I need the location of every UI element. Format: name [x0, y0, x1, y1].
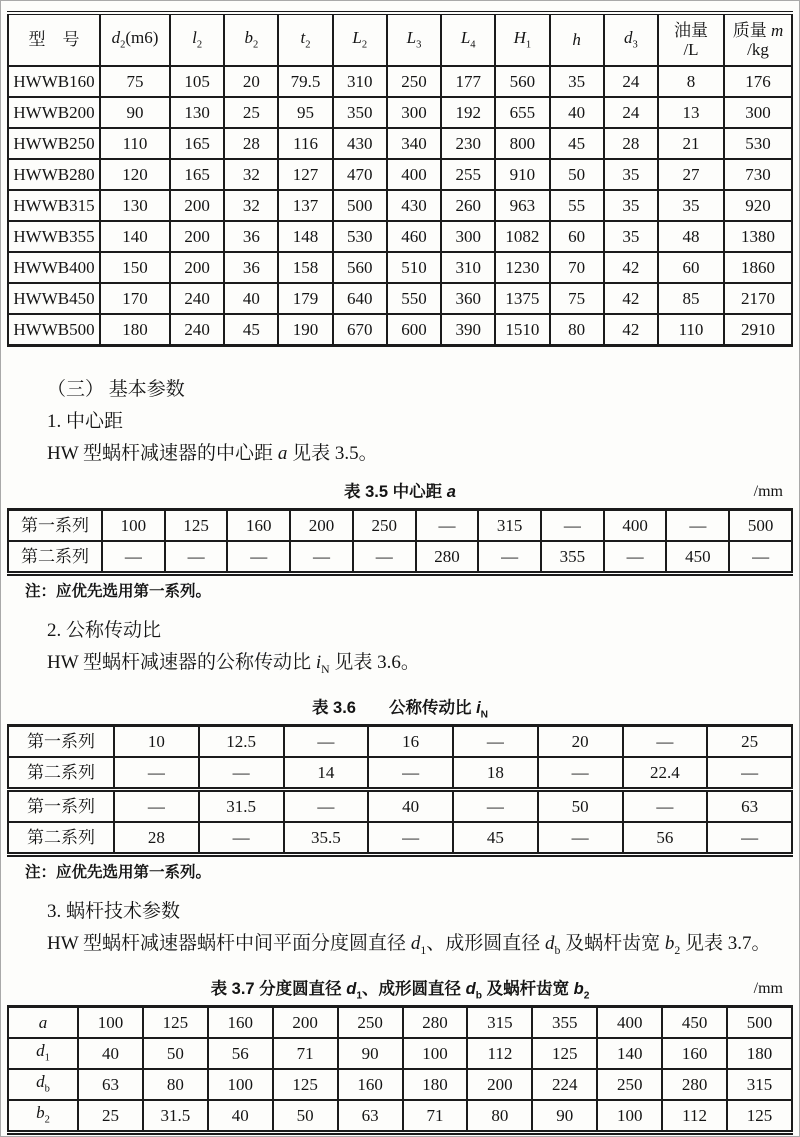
table-cell: 280: [403, 1006, 468, 1038]
table-cell: 310: [333, 66, 387, 97]
row-label: HWWB400: [8, 252, 100, 283]
table-cell: 50: [273, 1100, 338, 1133]
table-cell: 250: [387, 66, 441, 97]
table-cell: 390: [441, 314, 495, 346]
table-cell: 1510: [495, 314, 549, 346]
table-cell: 20: [538, 725, 623, 757]
table-cell: 90: [532, 1100, 597, 1133]
table-cell: 200: [290, 510, 353, 542]
column-header: 质量 m /kg: [724, 13, 792, 66]
table-cell: 24: [604, 97, 658, 128]
row-label: HWWB160: [8, 66, 100, 97]
table-cell: 100: [403, 1038, 468, 1069]
table-cell: 16: [368, 725, 453, 757]
row-label: $d_1$: [8, 1038, 78, 1069]
table-cell: 224: [532, 1069, 597, 1100]
row-label: HWWB500: [8, 314, 100, 346]
table-cell: 112: [662, 1100, 727, 1133]
table-cell: —: [453, 789, 538, 822]
table-cell: 90: [338, 1038, 403, 1069]
table-cell: 32: [224, 159, 278, 190]
table-cell: 600: [387, 314, 441, 346]
section-transmission-ratio: [11, 615, 789, 686]
table-cell: 120: [100, 159, 170, 190]
table-cell: 200: [170, 221, 224, 252]
table-cell: 80: [467, 1100, 532, 1133]
table-cell: 165: [170, 128, 224, 159]
table-row: [8, 97, 792, 128]
table-cell: 450: [666, 541, 729, 574]
table-row: [8, 1006, 792, 1038]
table-cell: 192: [441, 97, 495, 128]
table-cell: 200: [273, 1006, 338, 1038]
table-cell: 158: [278, 252, 332, 283]
table-cell: 240: [170, 314, 224, 346]
table-cell: —: [729, 541, 792, 574]
table-cell: 90: [100, 97, 170, 128]
table-cell: 25: [78, 1100, 143, 1133]
table-cell: 500: [727, 1006, 792, 1038]
reducer-dimension-table: [7, 11, 793, 347]
table-cell: 550: [387, 283, 441, 314]
table-cell: 100: [597, 1100, 662, 1133]
table-cell: 50: [550, 159, 604, 190]
table-cell: 300: [441, 221, 495, 252]
column-header: $d_3$: [604, 13, 658, 66]
table-cell: —: [227, 541, 290, 574]
table-cell: —: [368, 757, 453, 790]
table-row: [8, 252, 792, 283]
table-cell: 180: [100, 314, 170, 346]
table-cell: 35.5: [284, 822, 369, 855]
item3-text: HW 型蜗杆减速器蜗杆中间平面分度圆直径 $d_1$、成形圆直径 $d_b$ 及蜗杆齿宽 $b_2$ 见表 3.7。: [47, 932, 771, 957]
table-cell: 2170: [724, 283, 792, 314]
table-cell: 730: [724, 159, 792, 190]
table-cell: 110: [658, 314, 724, 346]
table-cell: 160: [208, 1006, 273, 1038]
table-cell: 250: [338, 1006, 403, 1038]
table-cell: 24: [604, 66, 658, 97]
table-cell: —: [623, 725, 708, 757]
table-cell: 1375: [495, 283, 549, 314]
table-cell: 28: [114, 822, 199, 855]
table-cell: 510: [387, 252, 441, 283]
table-cell: 280: [416, 541, 479, 574]
table-cell: —: [538, 757, 623, 790]
table-cell: 240: [170, 283, 224, 314]
table-cell: 112: [467, 1038, 532, 1069]
table-row: [8, 541, 792, 574]
table-cell: 31.5: [199, 789, 284, 822]
table-3-7-caption-row: [1, 977, 799, 1001]
table-cell: 40: [368, 789, 453, 822]
table-cell: 2910: [724, 314, 792, 346]
row-label: HWWB315: [8, 190, 100, 221]
table-cell: 22.4: [623, 757, 708, 790]
table-cell: 60: [550, 221, 604, 252]
table-row: [8, 757, 792, 790]
table-cell: 150: [100, 252, 170, 283]
table-cell: 50: [143, 1038, 208, 1069]
table-cell: 360: [441, 283, 495, 314]
table-cell: 18: [453, 757, 538, 790]
table-cell: 50: [538, 789, 623, 822]
column-header: $t_2$: [278, 13, 332, 66]
table-cell: 28: [224, 128, 278, 159]
table-cell: 14: [284, 757, 369, 790]
table-cell: —: [416, 510, 479, 542]
table-cell: —: [707, 757, 792, 790]
row-label: HWWB250: [8, 128, 100, 159]
table-cell: —: [666, 510, 729, 542]
table-cell: 12.5: [199, 725, 284, 757]
table-cell: 125: [273, 1069, 338, 1100]
table-3-6-caption: 表 3.6 公称传动比 $i_N$: [311, 698, 489, 721]
table-cell: 165: [170, 159, 224, 190]
table-cell: —: [102, 541, 165, 574]
table-cell: 71: [403, 1100, 468, 1133]
table-row: [8, 66, 792, 97]
column-header: 型 号: [8, 13, 100, 66]
table-cell: 400: [597, 1006, 662, 1038]
row-label: a: [8, 1006, 78, 1038]
table-header-row: [8, 13, 792, 66]
table-cell: 200: [170, 252, 224, 283]
table-cell: 36: [224, 252, 278, 283]
table-cell: 800: [495, 128, 549, 159]
table-row: [8, 128, 792, 159]
table-cell: 179: [278, 283, 332, 314]
table-cell: 116: [278, 128, 332, 159]
table-cell: 250: [353, 510, 416, 542]
table-cell: 430: [333, 128, 387, 159]
table-row: [8, 1100, 792, 1133]
table-cell: 963: [495, 190, 549, 221]
column-header: h: [550, 13, 604, 66]
row-label: 第二系列: [8, 757, 114, 790]
center-distance-table: [7, 508, 793, 576]
table-cell: 1380: [724, 221, 792, 252]
table-3-5-unit: /mm: [753, 483, 783, 500]
table-cell: 35: [550, 66, 604, 97]
table-cell: 110: [100, 128, 170, 159]
table-cell: 340: [387, 128, 441, 159]
section-worm-parameters: [11, 896, 789, 967]
table-3-6-caption-row: [1, 696, 799, 720]
column-header: 油量 /L: [658, 13, 724, 66]
row-label: 第一系列: [8, 725, 114, 757]
table-cell: —: [623, 789, 708, 822]
table-cell: —: [478, 541, 541, 574]
table-cell: 10: [114, 725, 199, 757]
table-cell: 530: [333, 221, 387, 252]
table-cell: 176: [724, 66, 792, 97]
table-cell: 177: [441, 66, 495, 97]
table-cell: —: [707, 822, 792, 855]
table-cell: —: [353, 541, 416, 574]
table-row: [8, 789, 792, 822]
section-basic-parameters: [11, 374, 789, 470]
table-3-7-caption: 表 3.7 分度圆直径 $d_1$、成形圆直径 $d_b$ 及蜗杆齿宽 $b_2$: [210, 979, 590, 1001]
table-cell: 25: [224, 97, 278, 128]
column-header: $d_2(m6)$: [100, 13, 170, 66]
table-cell: 28: [604, 128, 658, 159]
table-row: [8, 283, 792, 314]
table-cell: 48: [658, 221, 724, 252]
table-cell: 655: [495, 97, 549, 128]
table-row: [8, 159, 792, 190]
table-cell: 260: [441, 190, 495, 221]
table-cell: 140: [597, 1038, 662, 1069]
table-cell: 70: [550, 252, 604, 283]
table-cell: 910: [495, 159, 549, 190]
table-cell: —: [538, 822, 623, 855]
item2-text: HW 型蜗杆减速器的公称传动比 $i_N$ 见表 3.6。: [47, 652, 420, 676]
table-cell: 560: [333, 252, 387, 283]
table-cell: 100: [102, 510, 165, 542]
table-cell: 125: [165, 510, 228, 542]
table-cell: 32: [224, 190, 278, 221]
table-cell: 31.5: [143, 1100, 208, 1133]
table-cell: 130: [100, 190, 170, 221]
table-cell: 160: [227, 510, 290, 542]
table-cell: 42: [604, 252, 658, 283]
row-label: 第二系列: [8, 822, 114, 855]
table-cell: 45: [453, 822, 538, 855]
table-cell: 355: [532, 1006, 597, 1038]
table-cell: 42: [604, 314, 658, 346]
table-cell: 300: [724, 97, 792, 128]
table-cell: 190: [278, 314, 332, 346]
table-cell: —: [199, 822, 284, 855]
table-cell: —: [541, 510, 604, 542]
table-cell: 56: [208, 1038, 273, 1069]
table-cell: 470: [333, 159, 387, 190]
table-cell: 315: [478, 510, 541, 542]
section-heading: （三） 基本参数: [47, 379, 185, 400]
table-cell: 255: [441, 159, 495, 190]
table-cell: 500: [729, 510, 792, 542]
table-cell: 80: [550, 314, 604, 346]
column-header: $L_2$: [333, 13, 387, 66]
row-label: 第一系列: [8, 510, 102, 542]
table-cell: 160: [338, 1069, 403, 1100]
table-cell: 35: [604, 190, 658, 221]
table-cell: 310: [441, 252, 495, 283]
table-3-5-wrap: [1, 508, 799, 576]
table-3-7-unit: /mm: [753, 979, 783, 997]
table-cell: 40: [208, 1100, 273, 1133]
table-cell: 315: [467, 1006, 532, 1038]
table-cell: 1230: [495, 252, 549, 283]
item2-heading: 2. 公称传动比: [47, 620, 162, 641]
table-cell: 148: [278, 221, 332, 252]
table-cell: 160: [662, 1038, 727, 1069]
table-cell: 450: [662, 1006, 727, 1038]
table-cell: 25: [707, 725, 792, 757]
row-label: $b_2$: [8, 1100, 78, 1133]
item1-text: HW 型蜗杆减速器的中心距 a 见表 3.5。: [47, 443, 378, 464]
table-row: [8, 190, 792, 221]
table-cell: 95: [278, 97, 332, 128]
table-cell: 125: [532, 1038, 597, 1069]
table-cell: 8: [658, 66, 724, 97]
column-header: $L_3$: [387, 13, 441, 66]
table-cell: 27: [658, 159, 724, 190]
table-cell: 80: [143, 1069, 208, 1100]
table-row: [8, 822, 792, 855]
table-cell: 40: [224, 283, 278, 314]
table-cell: 40: [78, 1038, 143, 1069]
table-3-6-note: 注：应优先选用第一系列。: [25, 863, 212, 881]
table-cell: —: [604, 541, 667, 574]
column-header: $L_4$: [441, 13, 495, 66]
table-cell: 670: [333, 314, 387, 346]
table-row: [8, 221, 792, 252]
table-3-5-caption-row: [1, 480, 799, 504]
table-cell: 71: [273, 1038, 338, 1069]
table-cell: 460: [387, 221, 441, 252]
table-cell: 530: [724, 128, 792, 159]
table-row: [8, 1038, 792, 1069]
table-cell: 180: [727, 1038, 792, 1069]
table-3-5-caption: 表 3.5 中心距 a: [344, 483, 456, 501]
table-cell: 79.5: [278, 66, 332, 97]
table-3-5-note: 注：应优先选用第一系列。: [25, 583, 212, 600]
row-label: HWWB280: [8, 159, 100, 190]
table-cell: 100: [78, 1006, 143, 1038]
table-cell: 60: [658, 252, 724, 283]
table-cell: 85: [658, 283, 724, 314]
table-cell: 40: [550, 97, 604, 128]
table-cell: 560: [495, 66, 549, 97]
table-cell: 400: [604, 510, 667, 542]
worm-diameter-table: [7, 1005, 793, 1135]
table-cell: 21: [658, 128, 724, 159]
table-cell: 45: [224, 314, 278, 346]
table-cell: 137: [278, 190, 332, 221]
transmission-ratio-table: [7, 724, 793, 857]
table-row: [8, 725, 792, 757]
table-cell: 125: [143, 1006, 208, 1038]
column-header: $l_2$: [170, 13, 224, 66]
table-cell: —: [114, 789, 199, 822]
table-cell: 130: [170, 97, 224, 128]
table-cell: 315: [727, 1069, 792, 1100]
table-cell: 280: [662, 1069, 727, 1100]
item1-heading: 1. 中心距: [47, 411, 124, 432]
table-3-6-wrap: [1, 724, 799, 857]
table-cell: —: [453, 725, 538, 757]
table-cell: 20: [224, 66, 278, 97]
table-cell: —: [199, 757, 284, 790]
table-cell: —: [284, 725, 369, 757]
table-cell: 200: [467, 1069, 532, 1100]
table-cell: 125: [727, 1100, 792, 1133]
table-cell: 13: [658, 97, 724, 128]
table-cell: 430: [387, 190, 441, 221]
table-cell: —: [114, 757, 199, 790]
row-label: $d_b$: [8, 1069, 78, 1100]
table-cell: 35: [604, 159, 658, 190]
item3-heading: 3. 蜗杆技术参数: [47, 900, 181, 922]
column-header: $b_2$: [224, 13, 278, 66]
table-cell: 230: [441, 128, 495, 159]
table-cell: 55: [550, 190, 604, 221]
table-cell: 355: [541, 541, 604, 574]
table-cell: 35: [658, 190, 724, 221]
table-cell: 75: [550, 283, 604, 314]
table-cell: 75: [100, 66, 170, 97]
table-cell: —: [165, 541, 228, 574]
table-cell: 400: [387, 159, 441, 190]
table-cell: 42: [604, 283, 658, 314]
table-cell: 170: [100, 283, 170, 314]
table-cell: 56: [623, 822, 708, 855]
table-cell: —: [284, 789, 369, 822]
table-cell: 500: [333, 190, 387, 221]
table-cell: 100: [208, 1069, 273, 1100]
table-cell: —: [290, 541, 353, 574]
row-label: HWWB450: [8, 283, 100, 314]
table-cell: 63: [78, 1069, 143, 1100]
table-row: [8, 1069, 792, 1100]
table-cell: 36: [224, 221, 278, 252]
table-cell: 1860: [724, 252, 792, 283]
table-cell: 35: [604, 221, 658, 252]
table-cell: 127: [278, 159, 332, 190]
column-header: $H_1$: [495, 13, 549, 66]
table-cell: 45: [550, 128, 604, 159]
table-row: [8, 510, 792, 542]
table-3-7-wrap: [1, 1005, 799, 1135]
row-label: HWWB355: [8, 221, 100, 252]
table-cell: 63: [707, 789, 792, 822]
table-cell: 1082: [495, 221, 549, 252]
table-cell: 350: [333, 97, 387, 128]
table-cell: 250: [597, 1069, 662, 1100]
row-label: HWWB200: [8, 97, 100, 128]
table-cell: 300: [387, 97, 441, 128]
table-cell: 200: [170, 190, 224, 221]
table-cell: 920: [724, 190, 792, 221]
table-cell: 140: [100, 221, 170, 252]
table-cell: 640: [333, 283, 387, 314]
table-cell: —: [368, 822, 453, 855]
table-row: [8, 314, 792, 346]
table-cell: 180: [403, 1069, 468, 1100]
table-cell: 63: [338, 1100, 403, 1133]
table-cell: 105: [170, 66, 224, 97]
row-label: 第二系列: [8, 541, 102, 574]
row-label: 第一系列: [8, 789, 114, 822]
